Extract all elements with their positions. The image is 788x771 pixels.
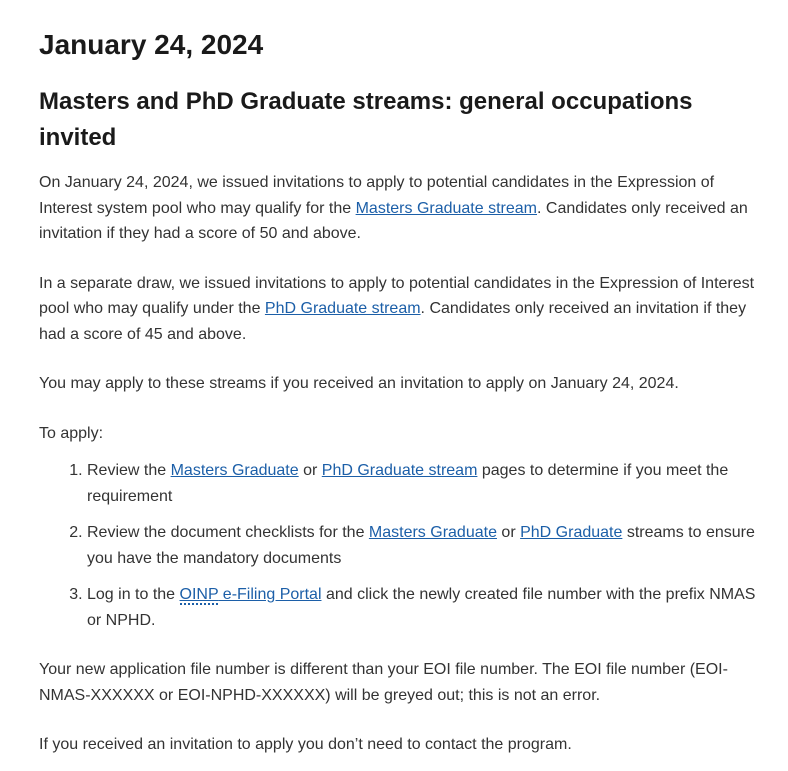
step-text: Log in to the: [87, 586, 180, 603]
paragraph-may-apply: You may apply to these streams if you received an invitation to apply on January 24, 2024.: [39, 375, 679, 392]
apply-steps-list: [39, 458, 766, 633]
date-heading: January 24, 2024: [39, 29, 264, 60]
step-text: Review the document checklists for the: [87, 524, 369, 541]
portal-link-text: e-Filing Portal: [218, 586, 322, 603]
paragraph-masters-invitation: [39, 170, 766, 247]
paragraph-text: . Candidates only received an invitation if they had a score of 45 and above.: [39, 300, 747, 343]
list-item: [87, 458, 766, 509]
step-text: streams to ensure you have the mandatory documents: [87, 524, 755, 567]
list-item: [87, 520, 766, 571]
masters-graduate-link[interactable]: Masters Graduate: [170, 462, 299, 479]
oinp-e-filing-portal-link[interactable]: [180, 586, 322, 605]
list-item: [87, 582, 766, 633]
masters-graduate-checklist-link[interactable]: Masters Graduate: [368, 524, 497, 541]
paragraph-file-number: Your new application file number is different than your EOI file number. The EOI file number (EOI-NMAS-XXXXXX or EOI-NPHD-XXXXXX) will be greyed out; this is not an error.: [39, 661, 728, 704]
paragraph-phd-invitation: [39, 271, 766, 348]
phd-graduate-stream-link[interactable]: PhD Graduate stream: [264, 300, 421, 317]
step-text: and click the newly created file number with the prefix NMAS or NPHD.: [87, 586, 756, 629]
phd-graduate-stream-link[interactable]: PhD Graduate stream: [321, 462, 478, 479]
paragraph-no-contact: If you received an invitation to apply you don’t need to contact the program.: [39, 736, 572, 753]
masters-graduate-stream-link[interactable]: Masters Graduate stream: [355, 199, 537, 217]
step-text: pages to determine if you meet the requirement: [87, 462, 729, 505]
step-text: or: [298, 462, 322, 479]
paragraph-text: On January 24, 2024, we issued invitations to apply to potential candidates in the Expression of Interest system pool who may qualify for the: [39, 174, 715, 217]
to-apply-label: To apply:: [39, 424, 104, 442]
step-text: Review the: [87, 462, 171, 479]
step-text: or: [496, 524, 521, 541]
paragraph-text: In a separate draw, we issued invitations to apply to potential candidates in the Expression of Interest pool who may qualify under the: [39, 274, 755, 317]
section-heading: Masters and PhD Graduate streams: general occupations invited: [39, 88, 693, 151]
paragraph-text: . Candidates only received an invitation if they had a score of 50 and above.: [39, 199, 748, 242]
oinp-abbreviation: OINP: [179, 586, 219, 603]
phd-graduate-checklist-link[interactable]: PhD Graduate: [520, 524, 623, 541]
